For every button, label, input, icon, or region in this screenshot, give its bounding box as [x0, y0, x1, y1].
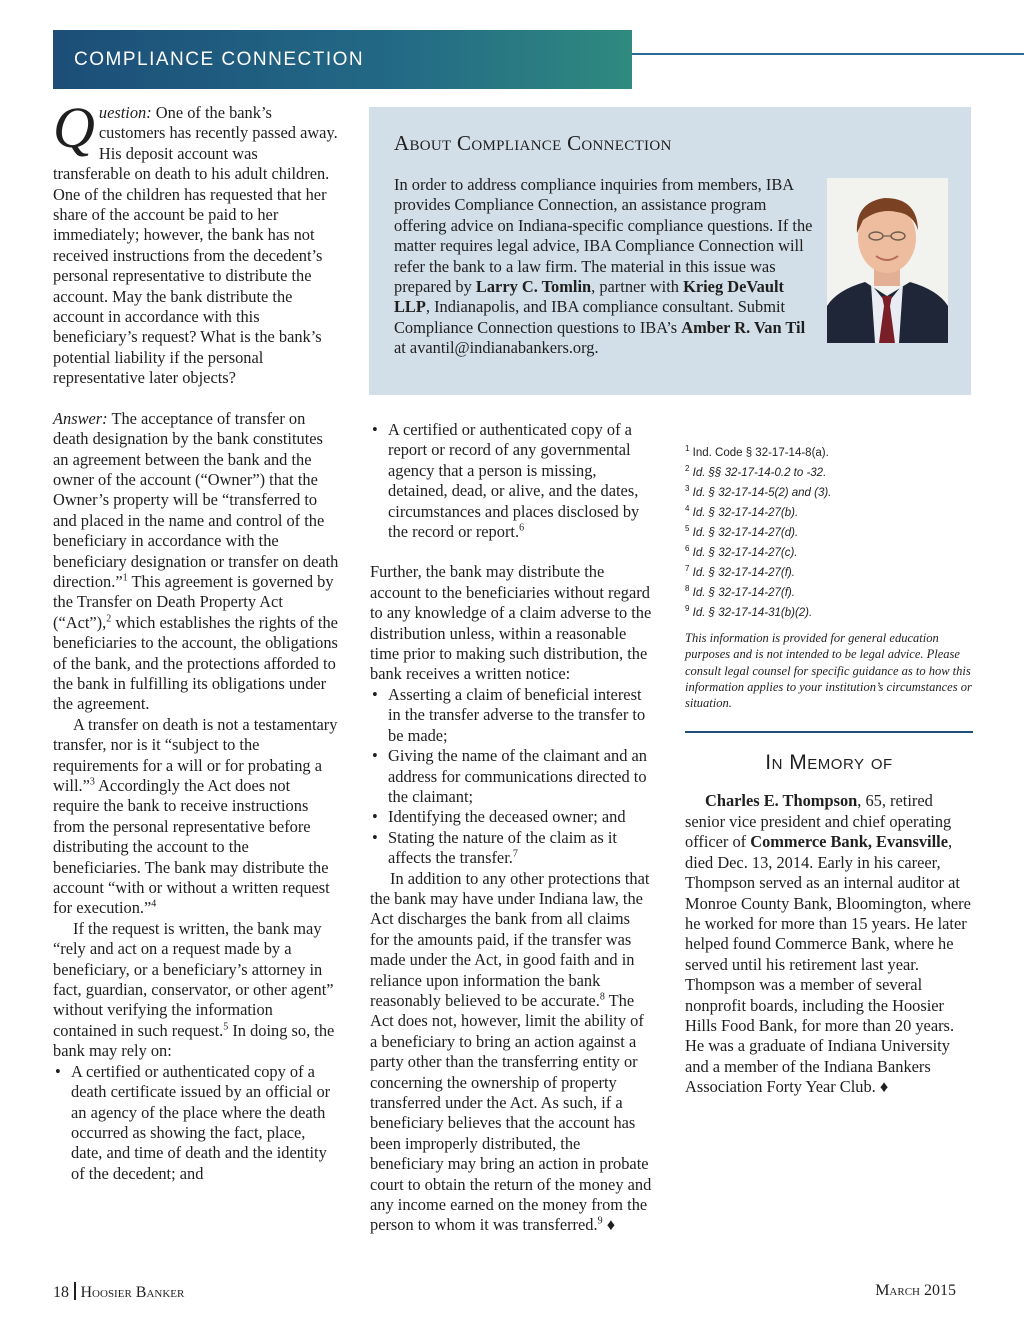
- list-item: • Giving the name of the claimant and an address for communications directed to the claimant;: [370, 746, 652, 807]
- footnote-item: $^3$ Id. § 32-17-14-5(2) and (3).: [685, 484, 832, 499]
- author-photo: [827, 178, 948, 343]
- contact-name: Amber R. Van Til: [681, 317, 806, 337]
- footer-separator: [74, 1282, 76, 1300]
- page-footer-left: [53, 1282, 184, 1302]
- column-2: [370, 420, 652, 1236]
- firm-name: Krieg DeVault LLP: [394, 277, 785, 317]
- answer-paragraph-4: Further, the bank may distribute the account to the beneficiaries without regard to any knowledge of a claim adverse to the distribution unless, within a reasonable time prior to making such distribution, the bank receives a written notice:: [370, 562, 652, 684]
- answer-paragraph-1: Answer: The acceptance of transfer on death designation by the bank constitutes an agreement between the bank and the owner of the account (“Owner”) that the Owner’s property will be “transferred to and placed in the name and control of the beneficiary in accordance with the beneficiary designation or transfer on death direction.”$^1$ This agreement is governed by the Transfer on Death Property Act (“Act”),$^2$ which establishes the rights of the beneficiaries to the account, the obligations of the bank, and the protections afforded to the bank in fulfilling its obligations under the agreement.: [53, 408, 339, 714]
- about-box: [369, 107, 971, 395]
- memorial-bank: Commerce Bank, Evansville: [750, 832, 948, 852]
- drop-cap: Q: [53, 95, 95, 160]
- page-number: 18: [53, 1284, 69, 1301]
- portrait-image: [827, 178, 948, 343]
- footnote-item: $^7$ Id. § 32-17-14-27(f).: [685, 564, 795, 579]
- issue-date: March 2015: [875, 1282, 956, 1299]
- end-mark: ♦: [879, 1077, 889, 1097]
- list-item: • Stating the nature of the claim as it affects the transfer.$^7$: [370, 828, 652, 869]
- list-item: • Asserting a claim of beneficial interest in the transfer adverse to the transfer to be made;: [370, 685, 652, 746]
- answer-paragraph-2: A transfer on death is not a testamentary transfer, nor is it “subject to the requirements for a will or for probating a will.”$^3$ Accordingly the Act does not require the bank to receive instructions from the personal representative before distributing the account to the beneficiaries. The bank may distribute the account “with or without a written request for execution.”$^4$: [53, 714, 338, 918]
- section-divider: [685, 731, 973, 733]
- reliance-list: [53, 1062, 339, 1184]
- memory-paragraph: Charles E. Thompson, 65, retired senior vice president and chief operating officer of Commerce Bank, Evansville, died Dec. 13, 2014. Early in his career, Thompson served as an internal auditor at Monroe County Bank, Bloomington, where he worked for more than 15 years. He later helped found Commerce Bank, where he served until his retirement last year. Thompson was a member of several nonprofit boards, including the Hoosier Hills Food Bank, for more than 20 years. He was a graduate of Indiana University and a member of the Indiana Bankers Association Forty Year Club. ♦: [685, 791, 971, 1097]
- about-body: In order to address compliance inquiries from members, IBA provides Compliance Connection, an assistance program offering advice on Indiana-specific compliance questions. If the matter requires legal advice, IBA Compliance Connection will refer the bank to a law firm. The material in this issue was prepared by Larry C. Tomlin, partner with Krieg DeVault LLP, Indianapolis, and IBA compliance consultant. Submit Compliance Connection questions to IBA’s Amber R. Van Til at avantil@indianabankers.org.: [394, 175, 813, 358]
- section-banner: [53, 30, 632, 89]
- footnote-item: $^4$ Id. § 32-17-14-27(b).: [685, 504, 799, 519]
- footnotes: [685, 443, 973, 623]
- author-name: Larry C. Tomlin: [475, 277, 592, 297]
- end-mark: ♦: [606, 1215, 616, 1235]
- notice-list: [370, 685, 652, 869]
- answer-paragraph-5: In addition to any other protections that the bank may have under Indiana law, the Act discharges the bank from all claims for the amounts paid, if the transfer was made under the Act, in good faith and in reliance upon information the bank reasonably believed to be accurate.$^8$ The Act does not, however, limit the ability of a beneficiary to bring an action against a party other than the transferring entity or concerning the ownership of property transferred under the Act. As such, if a beneficiary believes that the account has been improperly distributed, the beneficiary may bring an action in probate court to obtain the return of the money and any income earned on the money from the person to whom it was transferred.$^9$ ♦: [370, 868, 652, 1235]
- publication-name: Hoosier Banker: [80, 1284, 185, 1301]
- memorial-name: Charles E. Thompson: [705, 791, 858, 811]
- footnote-item: $^2$ Id. §§ 32-17-14-0.2 to -32.: [685, 464, 827, 479]
- answer-paragraph-3: If the request is written, the bank may “rely and act on a request made by a beneficiary, or a beneficiary’s attorney in fact, guardian, conservator, or other agent” without verifying the information contained in such request.$^5$ In doing so, the bank may rely on:: [53, 918, 335, 1061]
- memory-title: In Memory of: [765, 751, 893, 775]
- footnote-item: $^8$ Id. § 32-17-14-27(f).: [685, 584, 795, 599]
- section-title: COMPLIANCE CONNECTION: [74, 48, 365, 70]
- about-title: About Compliance Connection: [394, 131, 672, 155]
- footnote-item: $^6$ Id. § 32-17-14-27(c).: [685, 544, 798, 559]
- header-rule: [630, 53, 1024, 55]
- reliance-list-2: [370, 420, 652, 542]
- question-paragraph: Question: One of the bank’s customers has recently passed away. His deposit account was transferable on death to his adult children. One of the children has requested that her share of the account be paid to her immediately; however, the bank has not received instructions from the decedent’s personal representative to distribute the account. May the bank distribute the account in accordance with this beneficiary’s request? What is the bank’s potential liability if the personal representative later objects?: [53, 95, 338, 388]
- disclaimer: This information is provided for general education purposes and is not intended to be legal advice. Please consult legal counsel for specific guidance as to how this information applies to your institution’s circumstances or situation.: [685, 631, 972, 711]
- footnote-item: $^5$ Id. § 32-17-14-27(d).: [685, 524, 799, 539]
- footnote-item: $^1$ Ind. Code § 32-17-14-8(a).: [685, 444, 829, 459]
- column-3: [685, 420, 973, 1098]
- list-item: • A certified or authenticated copy of a death certificate issued by an official or an agency of the place where the death occurred as showing the fact, place, date, and time of death and the identity of the decedent; and: [53, 1062, 339, 1184]
- answer-label: Answer:: [53, 408, 108, 428]
- column-1: [53, 95, 339, 1184]
- list-item: • A certified or authenticated copy of a report or record of any governmental agency that a person is missing, detained, dead, or alive, and the dates, circumstances and places disclosed by the record or report.$^6$: [370, 420, 652, 542]
- question-label: uestion:: [98, 103, 152, 122]
- footnote-item: $^9$ Id. § 32-17-14-31(b)(2).: [685, 604, 813, 619]
- list-item: • Identifying the deceased owner; and: [370, 807, 652, 827]
